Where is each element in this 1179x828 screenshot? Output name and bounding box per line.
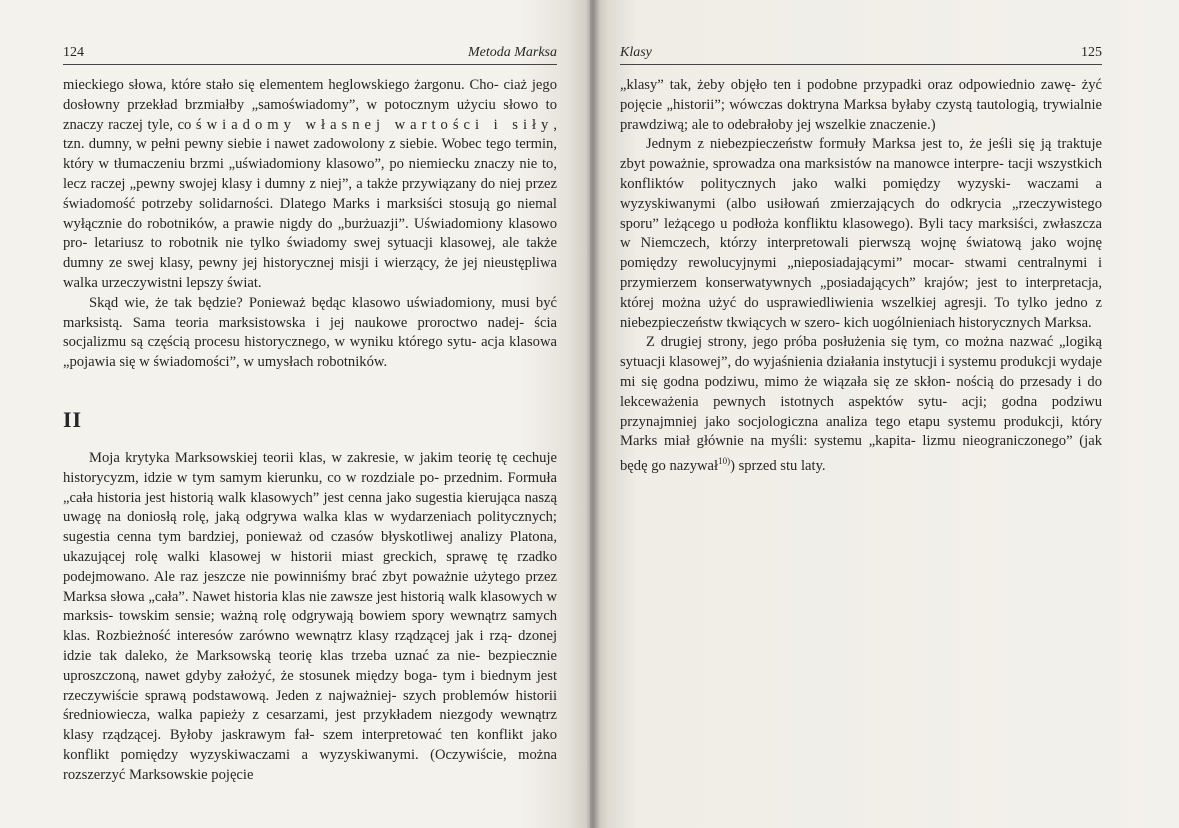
right-paragraph-2: Jednym z niebezpieczeństw formuły Marksa jest to, że jeśli się ją traktuje zbyt poważnie, sprowadza ona marksistów na manowce interpre- tacji wszystkich konfliktów politycznych jako walki pomiędzy wyzyski- waczami a wyzyskiwanymi (albo usiłowań zmierzających do odkrycia „rzeczywistego sporu” leżącego u podłoża konfliktu klasowego). Byli tacy marksiści, zwłaszcza w Niemczech, którzy interpretowali pierwszą wojnę światową jako wojnę pomiędzy rewolucyjnymi „nieposiadającymi” mocar- stwami centralnymi i przymierzem konserwatywnych „posiadających” krajów; jest to interpretacja, której można użyć do usprawiedliwienia wszelkiej agresji. To tylko jedno z niebezpieczeństw tkwiących w szero- kich uogólnieniach historycznych Marksa.	[620, 136, 1102, 331]
right-running-head: Klasy	[620, 45, 652, 60]
left-page-header	[63, 44, 557, 62]
left-page-number: 124	[63, 45, 84, 60]
section-heading: II	[63, 407, 83, 432]
right-paragraph-3-part-b: ) sprzed stu laty.	[730, 458, 826, 474]
right-paragraph-3	[620, 333, 1102, 476]
left-paragraph-3: Moja krytyka Marksowskiej teorii klas, w zakresie, w jakim teorię tę cechuje historycyzm, idzie w tym samym kierunku, co w rozdziale po- przednim. Formuła „cała historia jest historią walk klasowych” jest cenna jako sugestia kierująca naszą uwagę na doniosłą rolę, jaką odgrywa walka klas w wydarzeniach politycznych; sugestia cenna tym bardziej, ponieważ od czasów błyskotliwej analizy Platona, ukazującej rolę walki klasowej w historii miast greckich, sprawę tę rzadko podejmowano. Ale raz jeszcze nie powinniśmy brać zbyt poważnie użytego przez Marksa słowa „cała”. Nawet historia klas nie zawsze jest historią walk klasowych w marksis- towskim sensie; ważną rolę odgrywają bowiem spory wewnątrz samych klas. Rozbieżność interesów zarówno wewnątrz klasy rządzącej jak i rzą- dzonej idzie tak daleko, że Marksowską teorię klas trzeba uznać za nie- bezpiecznie uproszczoną, nawet gdyby założyć, że stosunek między boga- tym i biednym jest rzeczywiście sprawą podstawową. Jeden z najważniej- szych problemów historii średniowiecza, walka papieży z cesarzami, jest przykładem niezgody wewnątrz klasy rządzącej. Byłoby jaskrawym fał- szem interpretować ten konflikt jako konflikt pomiędzy wyzyskiwaczami a wyzyskiwanymi. (Oczywiście, można rozszerzyć Marksowskie pojęcie	[63, 450, 557, 783]
right-page-header	[620, 44, 1102, 62]
left-text-block-1	[63, 76, 557, 373]
left-paragraph-1-part-b: , tzn. dumny, w pełni pewny siebie i nawet zadowolony z siebie. Wobec tego termin, który w tłumaczeniu brzmi „uświadomiony klasowo”, po niemiecku znaczy nie to, lecz raczej „pewny swojej klasy i dumny z niej”, a także przywiązany do niej przez świadomość potrzeby solidarności. Dlatego Marks i marksiści stosują go niemal wyłącznie do robotników, a prawie nigdy do „burżuazji”. Uświadomiony klasowo pro- letariusz to robotnik nie tylko świadomy swej sytuacji klasowej, ale także dumny ze swej klasy, pewny jej historycznej misji i wierzący, że jej nieustępliwa walka urzeczywistni lepszy świat.	[63, 116, 558, 291]
left-paragraph-1	[63, 76, 557, 294]
left-paragraph-1-spaced: świadomy własnej wartości i siły	[195, 116, 554, 133]
book-gutter-shadow	[586, 0, 600, 828]
left-paragraph-2: Skąd wie, że tak będzie? Ponieważ będąc klasowo uświadomiony, musi być marksistą. Sama teoria marksistowska i jej naukowe proroctwo nadej- ścia socjalizmu są częścią procesu historycznego, w wyniku którego sytu- acja klasowa „pojawia się w świadomości”, w umysłach robotników.	[63, 294, 557, 371]
right-text-block	[620, 76, 1102, 477]
left-text-block-2	[63, 449, 557, 786]
right-paragraph-1: „klasy” tak, żeby objęło ten i podobne przypadki oraz odpowiednio zawę- żyć pojęcie „historii”; wówczas doktryna Marksa byłaby czystą tautologią, trywialnie prawdziwą; ale to odebrałoby jej wszelkie znaczenie.)	[620, 77, 1102, 133]
left-running-head: Metoda Marksa	[467, 45, 557, 60]
left-header-rule	[63, 64, 557, 65]
left-paragraph-1-part-a: mieckiego słowa, które stało się elementem heglowskiego żargonu. Cho- ciaż jego dosłowny przekład brzmiałby „samoświadomy”, w potocznym użyciu słowo to znaczy raczej tyle, co	[63, 77, 557, 133]
right-page	[590, 0, 1179, 828]
right-page-number: 125	[1081, 45, 1102, 60]
right-header-rule	[620, 64, 1102, 65]
right-paragraph-3-part-a: Z drugiej strony, jego próba posłużenia się tym, co można nazwać „logiką sytuacji klasowej”, do wyjaśnienia działania instytucji i systemu produkcji wydaje mi się godna podziwu, mimo że wiązała się ze skłon- nością do przesady i do lekceważenia pewnych istotnych aspektów sytu- acji; godna podziwu przynajmniej jako socjologiczna analiza tego etapu systemu produkcji, który Marks miał głównie na myśli: systemu „kapita- lizmu nieograniczonego” (jak będę go nazywał	[620, 334, 1102, 474]
footnote-reference: 10)	[718, 456, 731, 467]
